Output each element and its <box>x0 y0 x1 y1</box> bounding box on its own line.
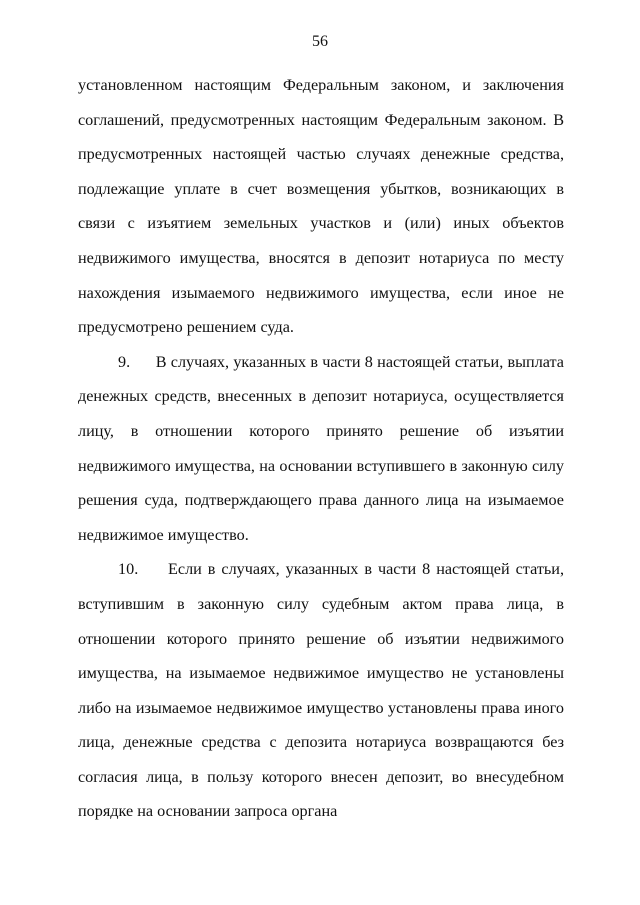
paragraph-9: 9. В случаях, указанных в части 8 настоящей статьи, выплата денежных средств, внесенных в депозит нотариуса, осуществляется лицу, в отношении которого принято решение об изъятии недвижимого имущества, на основании вступившего в законную силу решения суда, подтверждающего права данного лица на изымаемое недвижимое имущество. <box>78 352 564 544</box>
paragraph-continuation: установленном настоящим Федеральным законом, и заключения соглашений, предусмотренных настоящим Федеральным законом. В предусмотренных настоящей частью случаях денежные средства, подлежащие уплате в счет возмещения убытков, возникающих в связи с изъятием земельных участков и (или) иных объектов недвижимого имущества, вносятся в депозит нотариуса по месту нахождения изымаемого недвижимого имущества, если иное не предусмотрено решением суда. <box>78 76 564 337</box>
paragraph-10: 10. Если в случаях, указанных в части 8 настоящей статьи, вступившим в законную силу судебным актом права лица, в отношении которого принято решение об изъятии недвижимого имущества, на изымаемое недвижимое имущество не установлены либо на изымаемое недвижимое имущество установлены права иного лица, денежные средства с депозита нотариуса возвращаются без согласия лица, в пользу которого внесен депозит, во внесудебном порядке на основании запроса органа <box>78 560 564 821</box>
page-number: 56 <box>312 33 328 50</box>
document-body <box>78 68 564 829</box>
